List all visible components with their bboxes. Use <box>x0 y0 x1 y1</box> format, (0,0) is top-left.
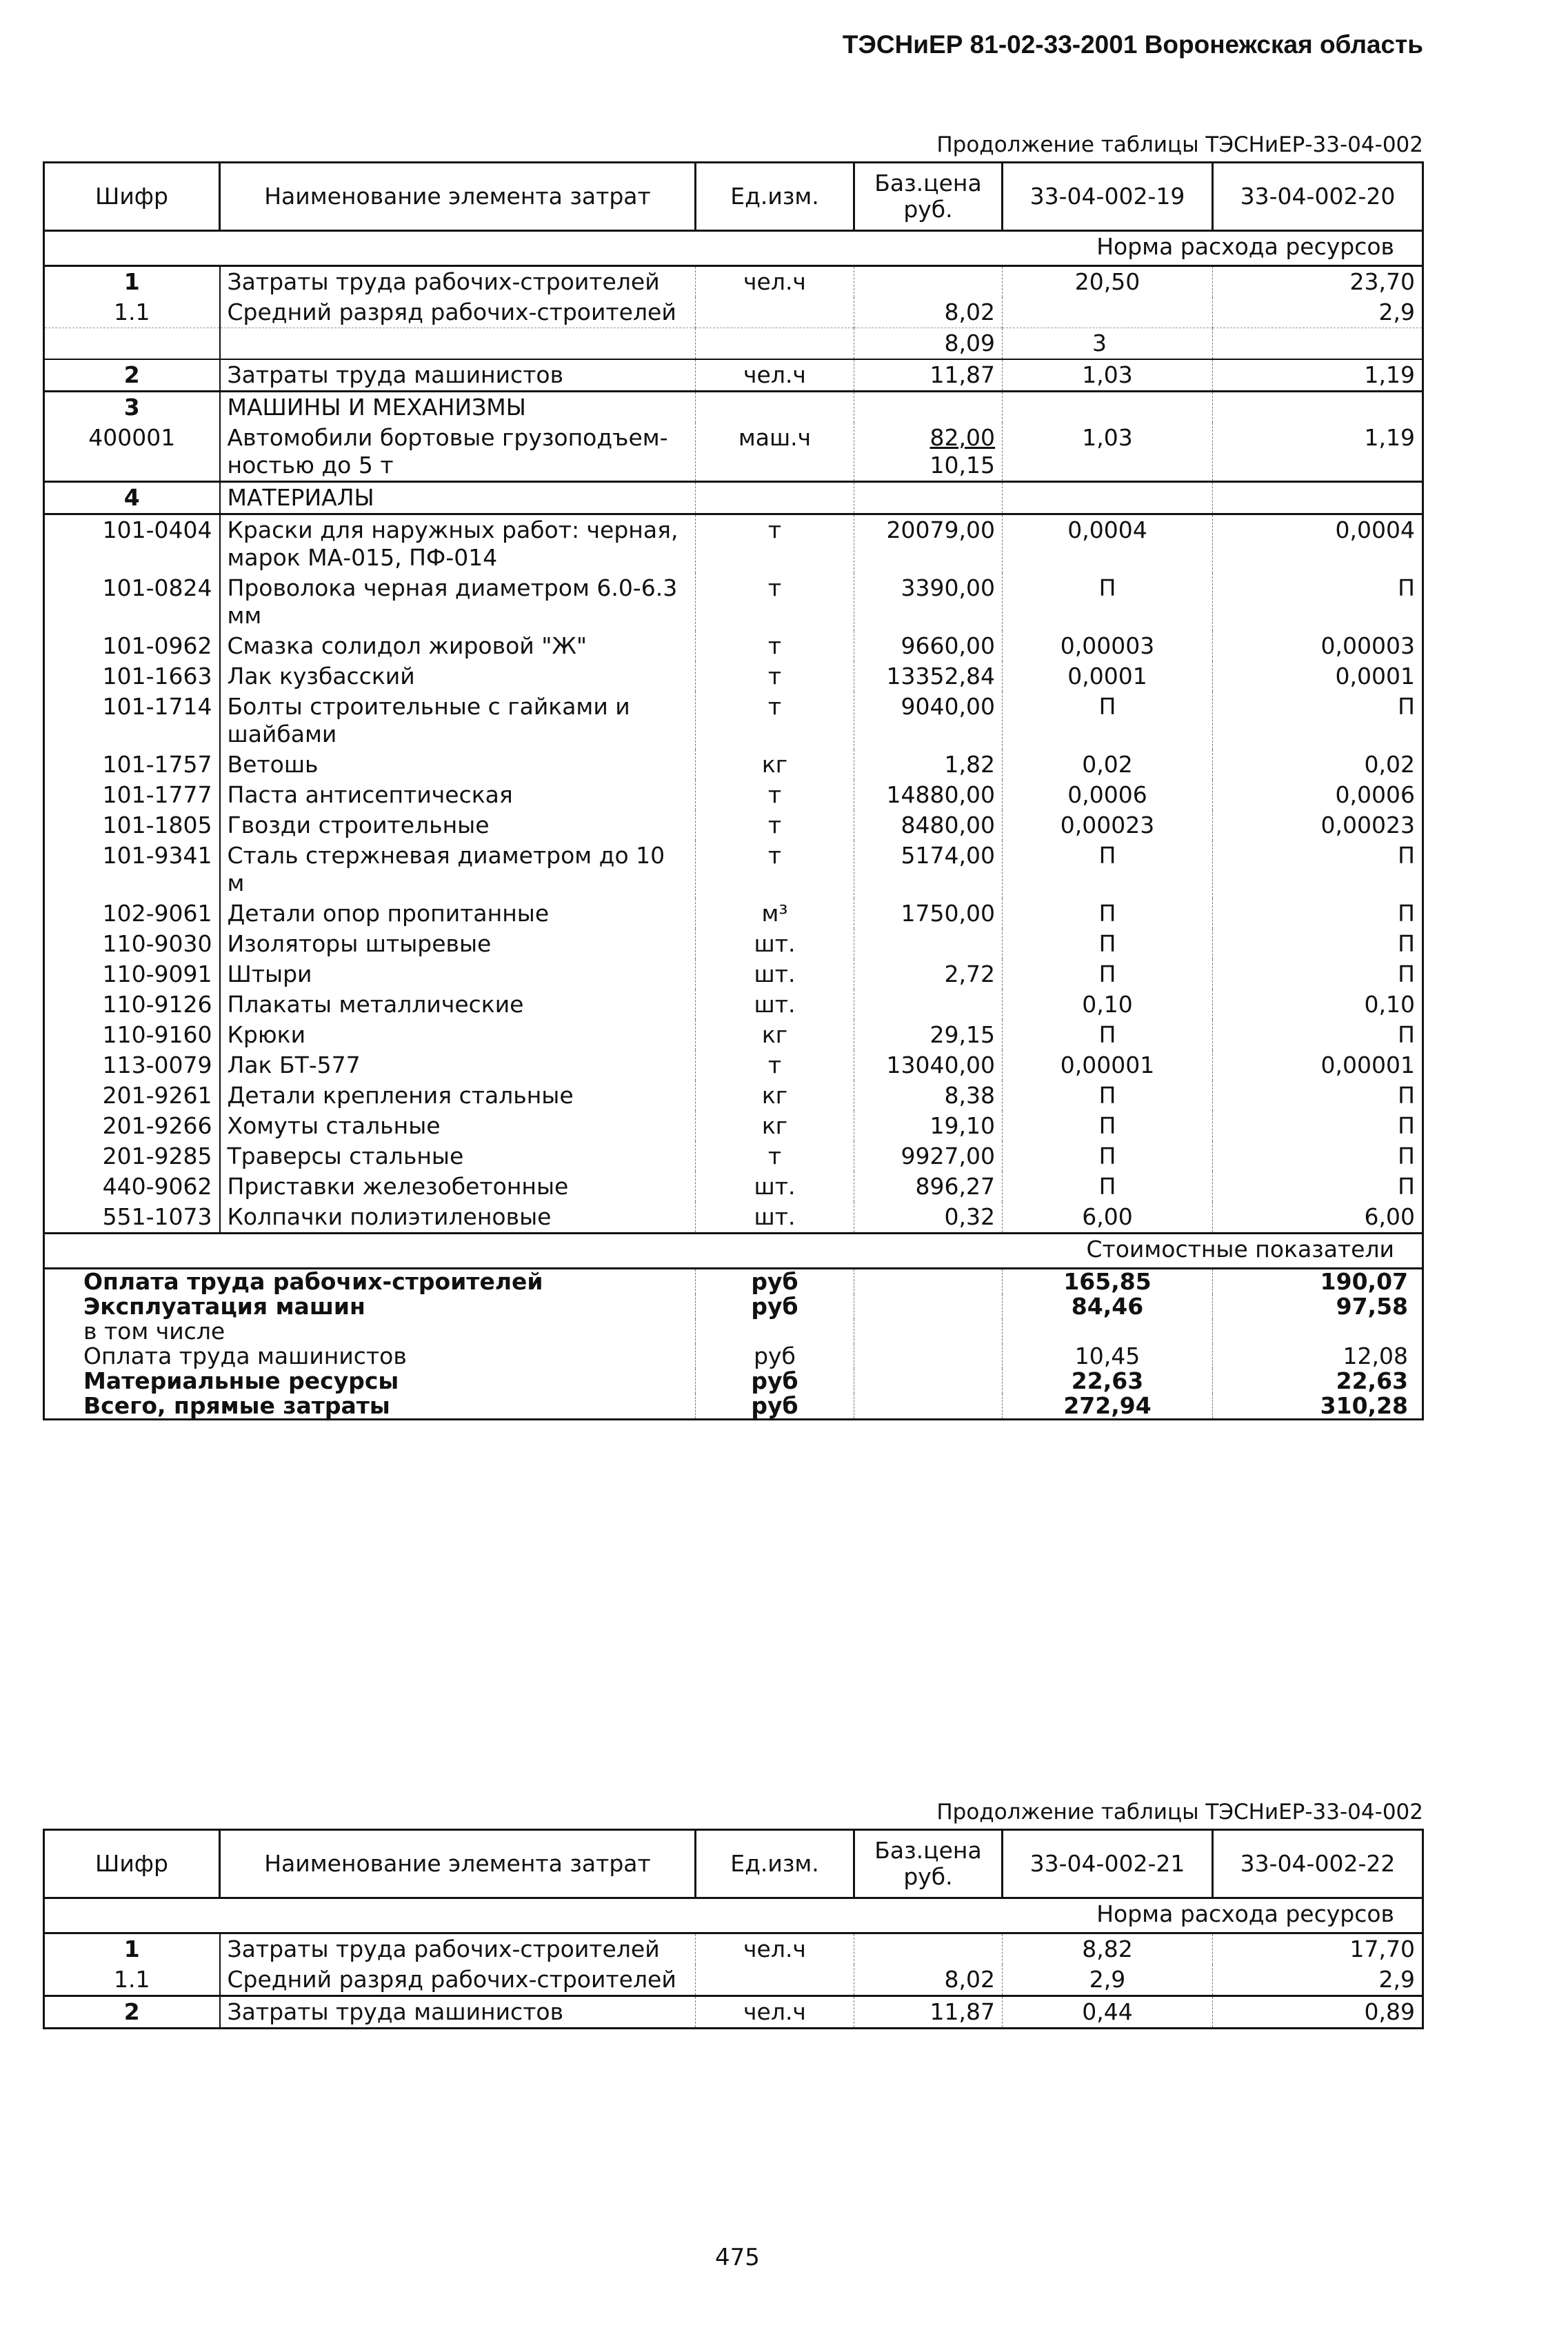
material-norm-19: 0,00001 <box>1003 1050 1213 1080</box>
col-item-19: 33-04-002-19 <box>1003 163 1213 231</box>
material-price: 2,72 <box>854 959 1003 989</box>
cost-price <box>854 1344 1003 1369</box>
material-price: 13040,00 <box>854 1050 1003 1080</box>
material-norm-20: 0,0004 <box>1213 514 1423 574</box>
cost-value-19: 22,63 <box>1003 1369 1213 1394</box>
material-name: Паста антисептическая <box>220 780 696 810</box>
cost-row <box>44 1344 1423 1369</box>
material-price <box>854 929 1003 959</box>
table-row: 8,09 3 <box>44 328 1423 360</box>
material-norm-19: 0,10 <box>1003 989 1213 1020</box>
material-row <box>44 692 1423 750</box>
cost-row <box>44 1369 1423 1394</box>
material-row <box>44 989 1423 1020</box>
material-norm-19: П <box>1003 959 1213 989</box>
cost-row <box>44 1294 1423 1319</box>
material-norm-20: П <box>1213 1172 1423 1202</box>
material-name: Плакаты металлические <box>220 989 696 1020</box>
material-norm-20: П <box>1213 1141 1423 1172</box>
material-norm-20: П <box>1213 841 1423 898</box>
material-unit: т <box>696 573 854 631</box>
material-norm-20: П <box>1213 573 1423 631</box>
cost-value-19 <box>1003 1319 1213 1344</box>
material-name: Крюки <box>220 1020 696 1050</box>
material-unit: м³ <box>696 898 854 929</box>
price-driver: 10,15 <box>929 452 995 479</box>
material-price: 8,38 <box>854 1080 1003 1111</box>
material-norm-19: П <box>1003 1141 1213 1172</box>
table-row: 2 Затраты труда машинистов чел.ч 11,87 1,03 1,19 <box>44 359 1423 392</box>
material-name: Изоляторы штыревые <box>220 929 696 959</box>
col-price: Баз.цена руб. <box>854 163 1003 231</box>
cost-price <box>854 1294 1003 1319</box>
material-code: 101-1805 <box>44 810 220 841</box>
material-price: 3390,00 <box>854 573 1003 631</box>
cost-value-19: 10,45 <box>1003 1344 1213 1369</box>
material-row <box>44 810 1423 841</box>
cost-unit: руб <box>696 1344 854 1369</box>
material-row <box>44 750 1423 780</box>
material-unit: т <box>696 692 854 750</box>
norm-label: Норма расхода ресурсов <box>44 1898 1423 1933</box>
material-unit: т <box>696 1141 854 1172</box>
material-code: 113-0079 <box>44 1050 220 1080</box>
cost-row <box>44 1269 1423 1295</box>
cost-price <box>854 1394 1003 1420</box>
material-code: 201-9261 <box>44 1080 220 1111</box>
material-price: 14880,00 <box>854 780 1003 810</box>
material-norm-20: 0,10 <box>1213 989 1423 1020</box>
material-row <box>44 841 1423 898</box>
material-norm-20: П <box>1213 959 1423 989</box>
material-price: 896,27 <box>854 1172 1003 1202</box>
material-unit: т <box>696 514 854 574</box>
material-name: Сталь стержневая диаметром до 10 м <box>220 841 696 898</box>
material-unit: т <box>696 810 854 841</box>
material-code: 201-9266 <box>44 1111 220 1141</box>
cost-label-text: Эксплуатация машин <box>44 1294 696 1319</box>
material-unit: т <box>696 1050 854 1080</box>
material-row <box>44 1020 1423 1050</box>
material-name: Гвозди строительные <box>220 810 696 841</box>
material-code: 101-1663 <box>44 661 220 692</box>
cost-value-19: 272,94 <box>1003 1394 1213 1420</box>
material-name: Колпачки полиэтиленовые <box>220 1202 696 1234</box>
cost-unit <box>696 1319 854 1344</box>
material-norm-19: 0,00023 <box>1003 810 1213 841</box>
page-number: 475 <box>715 2244 760 2271</box>
cost-unit: руб <box>696 1394 854 1420</box>
cost-label-text: Материальные ресурсы <box>44 1369 696 1394</box>
col-unit: Ед.изм. <box>696 1830 854 1898</box>
material-unit: кг <box>696 1020 854 1050</box>
price-machine: 82,00 <box>929 424 995 451</box>
material-price: 9660,00 <box>854 631 1003 661</box>
material-code: 201-9285 <box>44 1141 220 1172</box>
material-norm-19: П <box>1003 573 1213 631</box>
material-code: 102-9061 <box>44 898 220 929</box>
material-row <box>44 573 1423 631</box>
material-code: 110-9091 <box>44 959 220 989</box>
material-norm-20: 0,02 <box>1213 750 1423 780</box>
material-norm-19: П <box>1003 1111 1213 1141</box>
cost-unit: руб <box>696 1269 854 1295</box>
material-norm-20: 0,00023 <box>1213 810 1423 841</box>
col-item-20: 33-04-002-20 <box>1213 163 1423 231</box>
table-caption: Продолжение таблицы ТЭСНиЕР-33-04-002 <box>936 132 1423 157</box>
material-norm-20: П <box>1213 1080 1423 1111</box>
resource-table-1 <box>43 161 1424 1420</box>
cost-value-20: 190,07 <box>1213 1269 1423 1295</box>
material-code: 101-0824 <box>44 573 220 631</box>
material-price: 1,82 <box>854 750 1003 780</box>
col-name: Наименование элемента затрат <box>220 1830 696 1898</box>
material-norm-19: 0,0006 <box>1003 780 1213 810</box>
material-name: Ветошь <box>220 750 696 780</box>
material-unit: т <box>696 841 854 898</box>
table-row: 2 Затраты труда машинистов чел.ч 11,87 0,44 0,89 <box>44 1996 1423 2029</box>
material-unit: шт. <box>696 959 854 989</box>
material-row <box>44 898 1423 929</box>
cost-value-19: 84,46 <box>1003 1294 1213 1319</box>
material-norm-20: П <box>1213 692 1423 750</box>
material-code: 101-1777 <box>44 780 220 810</box>
material-row <box>44 1080 1423 1111</box>
cost-value-20: 12,08 <box>1213 1344 1423 1369</box>
material-norm-20: П <box>1213 1111 1423 1141</box>
material-norm-20: 0,00003 <box>1213 631 1423 661</box>
material-unit: шт. <box>696 929 854 959</box>
material-name: Проволока черная диаметром 6.0-6.3 мм <box>220 573 696 631</box>
material-name: Детали крепления стальные <box>220 1080 696 1111</box>
material-row <box>44 1050 1423 1080</box>
material-unit: т <box>696 661 854 692</box>
cost-label-text: Всего, прямые затраты <box>44 1394 696 1420</box>
material-norm-19: П <box>1003 1172 1213 1202</box>
material-code: 101-0404 <box>44 514 220 574</box>
material-code: 440-9062 <box>44 1172 220 1202</box>
col-price: Баз.цена руб. <box>854 1830 1003 1898</box>
table-row: 400001 Автомобили бортовые грузоподъем-ностью до 5 т маш.ч 82,00 10,15 1,03 1,19 <box>44 423 1423 482</box>
material-norm-19: П <box>1003 929 1213 959</box>
table-row: 1 Затраты труда рабочих-строителей чел.ч 20,50 23,70 <box>44 266 1423 298</box>
cost-price <box>854 1319 1003 1344</box>
resource-table-2 <box>43 1829 1424 2029</box>
cost-unit: руб <box>696 1294 854 1319</box>
cost-row <box>44 1319 1423 1344</box>
material-unit: шт. <box>696 1202 854 1234</box>
norm-label: Норма расхода ресурсов <box>44 231 1423 266</box>
material-name: Лак кузбасский <box>220 661 696 692</box>
cost-value-19: 165,85 <box>1003 1269 1213 1295</box>
material-name: Штыри <box>220 959 696 989</box>
material-norm-19: П <box>1003 1020 1213 1050</box>
material-price: 19,10 <box>854 1111 1003 1141</box>
material-name: Смазка солидол жировой "Ж" <box>220 631 696 661</box>
material-name: Траверсы стальные <box>220 1141 696 1172</box>
material-price: 1750,00 <box>854 898 1003 929</box>
material-code: 101-1714 <box>44 692 220 750</box>
material-code: 110-9126 <box>44 989 220 1020</box>
page-header: ТЭСНиЕР 81-02-33-2001 Воронежская область <box>842 30 1423 59</box>
material-norm-20: П <box>1213 898 1423 929</box>
section-row: 4 МАТЕРИАЛЫ <box>44 482 1423 514</box>
material-norm-20: П <box>1213 929 1423 959</box>
material-row <box>44 1172 1423 1202</box>
material-price: 9927,00 <box>854 1141 1003 1172</box>
material-norm-19: П <box>1003 898 1213 929</box>
material-unit: шт. <box>696 989 854 1020</box>
material-name: Приставки железобетонные <box>220 1172 696 1202</box>
material-unit: т <box>696 631 854 661</box>
col-item-22: 33-04-002-22 <box>1213 1830 1423 1898</box>
material-code: 101-9341 <box>44 841 220 898</box>
cost-value-20: 310,28 <box>1213 1394 1423 1420</box>
material-price: 29,15 <box>854 1020 1003 1050</box>
material-row <box>44 1141 1423 1172</box>
material-norm-20: 0,00001 <box>1213 1050 1423 1080</box>
material-name: Лак БТ-577 <box>220 1050 696 1080</box>
material-norm-19: П <box>1003 692 1213 750</box>
cost-label-text: Оплата труда машинистов <box>44 1344 696 1369</box>
material-price <box>854 989 1003 1020</box>
cost-label-text: Оплата труда рабочих-строителей <box>44 1269 696 1295</box>
table-row: 1.1 Средний разряд рабочих-строителей 8,02 2,9 <box>44 297 1423 328</box>
cost-label-text: в том числе <box>44 1319 696 1344</box>
material-unit: кг <box>696 1111 854 1141</box>
material-norm-20: П <box>1213 1020 1423 1050</box>
material-price: 0,32 <box>854 1202 1003 1234</box>
material-row <box>44 1202 1423 1234</box>
material-unit: кг <box>696 1080 854 1111</box>
material-name: Краски для наружных работ: черная, марок МА-015, ПФ-014 <box>220 514 696 574</box>
material-norm-19: 0,00003 <box>1003 631 1213 661</box>
material-code: 551-1073 <box>44 1202 220 1234</box>
material-name: Болты строительные с гайками и шайбами <box>220 692 696 750</box>
cost-label: Стоимостные показатели <box>44 1234 1423 1269</box>
material-price: 13352,84 <box>854 661 1003 692</box>
col-item-21: 33-04-002-21 <box>1003 1830 1213 1898</box>
cost-row <box>44 1394 1423 1420</box>
material-unit: т <box>696 780 854 810</box>
material-row <box>44 661 1423 692</box>
col-code: Шифр <box>44 1830 220 1898</box>
material-code: 110-9030 <box>44 929 220 959</box>
material-row <box>44 1111 1423 1141</box>
material-norm-19: 6,00 <box>1003 1202 1213 1234</box>
table-caption-2: Продолжение таблицы ТЭСНиЕР-33-04-002 <box>936 1800 1423 1825</box>
cost-value-20 <box>1213 1319 1423 1344</box>
table-row: 1.1 Средний разряд рабочих-строителей 8,02 2,9 2,9 <box>44 1964 1423 1996</box>
material-norm-20: 0,0006 <box>1213 780 1423 810</box>
material-row <box>44 631 1423 661</box>
material-row <box>44 959 1423 989</box>
col-code: Шифр <box>44 163 220 231</box>
material-norm-19: 0,0004 <box>1003 514 1213 574</box>
material-code: 101-1757 <box>44 750 220 780</box>
material-row <box>44 780 1423 810</box>
cost-value-20: 97,58 <box>1213 1294 1423 1319</box>
material-norm-19: 0,02 <box>1003 750 1213 780</box>
material-price: 8480,00 <box>854 810 1003 841</box>
material-price: 20079,00 <box>854 514 1003 574</box>
material-price: 5174,00 <box>854 841 1003 898</box>
table-row: 1 Затраты труда рабочих-строителей чел.ч 8,82 17,70 <box>44 1933 1423 1965</box>
col-name: Наименование элемента затрат <box>220 163 696 231</box>
cost-price <box>854 1269 1003 1295</box>
material-row <box>44 514 1423 574</box>
material-norm-19: 0,0001 <box>1003 661 1213 692</box>
col-unit: Ед.изм. <box>696 163 854 231</box>
material-name: Детали опор пропитанные <box>220 898 696 929</box>
material-code: 110-9160 <box>44 1020 220 1050</box>
material-price: 9040,00 <box>854 692 1003 750</box>
material-norm-19: П <box>1003 841 1213 898</box>
material-code: 101-0962 <box>44 631 220 661</box>
section-row: 3 МАШИНЫ И МЕХАНИЗМЫ <box>44 392 1423 423</box>
material-name: Хомуты стальные <box>220 1111 696 1141</box>
material-norm-20: 0,0001 <box>1213 661 1423 692</box>
cost-unit: руб <box>696 1369 854 1394</box>
material-norm-19: П <box>1003 1080 1213 1111</box>
cost-value-20: 22,63 <box>1213 1369 1423 1394</box>
material-row <box>44 929 1423 959</box>
material-unit: шт. <box>696 1172 854 1202</box>
cost-price <box>854 1369 1003 1394</box>
material-unit: кг <box>696 750 854 780</box>
material-norm-20: 6,00 <box>1213 1202 1423 1234</box>
